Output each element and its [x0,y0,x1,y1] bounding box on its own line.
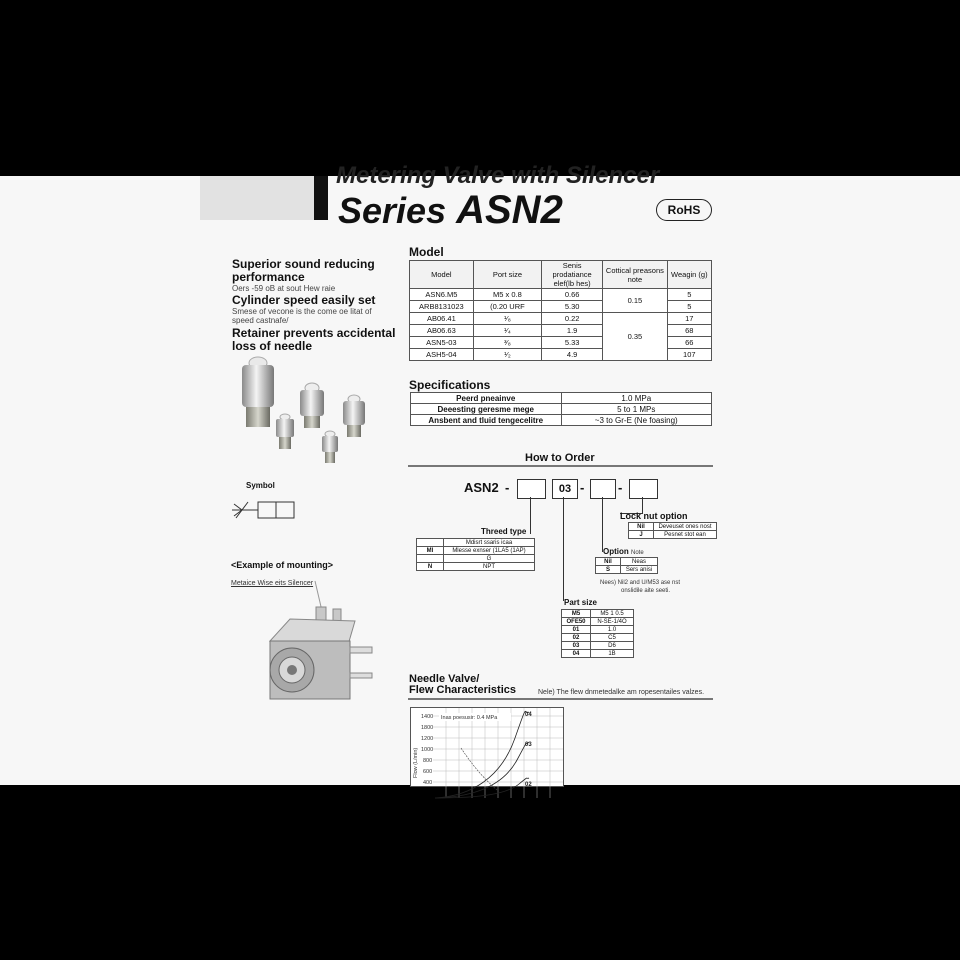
curve-label-03: 03 [525,742,532,748]
cell: M5 1 0.5 [591,610,634,618]
connector [563,497,564,601]
cell: ARB8131023 [410,301,474,313]
y-tick-2: 1200 [421,736,434,742]
cell: ³⁄₈ [473,337,541,349]
cell: 0.66 [542,289,603,301]
cell: ASH5-04 [410,349,474,361]
part-size-table [561,609,634,658]
spec-label: Peerd pneainve [411,393,562,404]
cell: Mdisrt ssaris icaa [444,539,535,547]
table-row [562,634,634,642]
cell: 5 [667,301,711,313]
order-box-option [590,479,616,499]
spec-value: 1.0 MPa [561,393,712,404]
cell: 1.9 [542,325,603,337]
header-grey-block [200,176,314,220]
cell: 0.22 [542,313,603,325]
curve-label-02: 02 [525,782,532,788]
series-prefix: Series [338,190,447,231]
table-row [411,415,712,426]
curve-02 [435,778,529,798]
cell: Neas [621,558,658,566]
y-axis-label: Flow (L/min) [413,747,419,778]
cell: AB06.63 [410,325,474,337]
mounting-title: <Example of mounting> [231,560,334,570]
cell: N-SE-1/4O [591,618,634,626]
cell: 68 [667,325,711,337]
cell: M5 x 0.8 [473,289,541,301]
flow-grid [433,708,563,798]
table-row [596,566,658,574]
cell: Nil [629,523,654,531]
valve-medium [300,383,324,428]
connector [602,497,603,552]
cell: (0.20 URF [473,301,541,313]
feature-1-heading: Superior sound reducing [232,257,375,271]
table-row [417,547,535,555]
cell: 02 [562,634,591,642]
cell: Deveuset ones nost [654,523,717,531]
valve-right [343,395,365,437]
lock-nut-table [628,522,717,539]
feature-3-heading2: loss of needle [232,339,313,353]
cell: Sers anisi [621,566,658,574]
curve-04 [435,711,529,798]
y-tick-6: 400 [423,780,433,786]
cell: G [444,555,535,563]
model-title: Model [409,245,444,259]
cell: 04 [562,650,591,658]
needle-rule [408,698,713,700]
table-row [410,313,712,325]
legend-text: Inas poesusir: 0.4 MPa [441,715,498,721]
needle-title-1: Needle Valve/ [409,673,480,685]
cell: 01 [562,626,591,634]
valve-large [242,357,274,427]
product-photo [228,351,378,466]
model-col-critical: Cottical preasons note [603,261,667,289]
cell-merged-a: 0.15 [603,289,667,313]
order-dash-3: - [618,480,623,495]
features-block [232,258,395,353]
model-header-row [410,261,712,289]
rohs-badge: RoHS [656,199,712,221]
table-row [410,349,712,361]
thread-type-table [416,538,535,571]
cell: Mlesse exnser (1LA5 (1AP) [444,547,535,555]
cell-merged-b: 0.35 [603,313,667,361]
y-tick-5: 600 [423,769,433,775]
table-row [410,289,712,301]
order-rule [408,465,713,467]
order-box-port: 03 [552,479,578,499]
cell: OFE50 [562,618,591,626]
option-note-2: onslidile aite seeti. [621,588,671,594]
table-row [417,555,535,563]
series-name: ASN2 [456,188,563,232]
cell: 66 [667,337,711,349]
feature-3-heading: Retainer prevents accidental [232,326,396,340]
cell: ¹⁄₂ [473,349,541,361]
specifications-table [410,392,712,426]
cell [417,539,444,547]
spec-label: Deeesting geresme mege [411,404,562,415]
valve-small-left [276,414,294,449]
cell: M5 [562,610,591,618]
catalog-page [0,162,960,788]
cell: ASN6.M5 [410,289,474,301]
model-col-port: Port size [473,261,541,289]
table-row [417,539,535,547]
option-title-text: Option [603,547,629,556]
table-row [410,325,712,337]
cell: Ml [417,547,444,555]
symbol-label: Symbol [246,481,275,490]
cell: 03 [562,642,591,650]
model-col-weight: Weagin (g) [667,261,711,289]
option-note: Nees) Nil2 and U/M53 ase nst [600,580,681,586]
order-prefix: ASN2 [464,480,499,495]
y-tick-1: 1800 [421,725,434,731]
mounting-caption: Metaice Wise eits Silencer [231,580,314,587]
feature-1-sub: Oers -59 oB at sout Hew raie [232,284,336,293]
cell: N [417,563,444,571]
cell: 5.33 [542,337,603,349]
flow-chart-svg [411,708,563,798]
spec-value: ~3 to Gr-E (Ne foasing) [561,415,712,426]
table-row [562,642,634,650]
order-box-locknut [629,479,658,499]
cell: Pesnet stot ean [654,531,717,539]
table-row [562,626,634,634]
spec-label: Ansbent and tluid tengecelitre [411,415,562,426]
cell: D6 [591,642,634,650]
connector [530,497,531,534]
table-row [562,618,634,626]
cell [417,555,444,563]
y-tick-4: 800 [423,758,433,764]
feature-2-sub: Smese of vecone is the come oe litat of [232,307,372,316]
cell: ¹⁄₄ [473,325,541,337]
valve-small-center [322,431,338,463]
feature-1-heading2: performance [232,270,305,284]
table-row [562,610,634,618]
order-dash-2: - [580,480,585,495]
needle-title [409,674,516,696]
option-title-note: Note [631,550,644,556]
table-row [411,404,712,415]
table-row [629,531,717,539]
table-row [410,301,712,313]
model-col-model: Model [410,261,474,289]
part-size-title: Part size [564,598,597,607]
table-row [596,558,658,566]
order-box-thread [517,479,546,499]
specifications-title: Specifications [409,378,491,392]
cell: S [596,566,621,574]
cell: ¹⁄₈ [473,313,541,325]
table-row [629,523,717,531]
needle-note: Nele) The flew dnmetedalke am ropesentailes valzes. [538,689,705,696]
table-row [562,650,634,658]
order-dash-1: - [505,480,510,495]
cell: 17 [667,313,711,325]
needle-title-2: Flew Characteristics [409,684,516,696]
cell: Nil [596,558,621,566]
model-table [409,260,712,361]
cell: ASN5-03 [410,337,474,349]
table-row [417,563,535,571]
feature-2-heading: Cylinder speed easily set [232,293,376,307]
series-title [338,188,563,233]
clipped-title: Metering Valve with Silencer [336,162,660,189]
pneumatic-symbol [230,496,300,524]
feature-2-sub2: speed castnafe/ [232,316,289,325]
table-row [411,393,712,404]
option-title [603,547,644,556]
y-tick-0: 1400 [421,714,434,720]
thread-type-title: Threed type [481,527,527,536]
cell: 5 [667,289,711,301]
cell: 107 [667,349,711,361]
table-row [410,337,712,349]
cell: J [629,531,654,539]
flow-chart [410,707,564,787]
model-col-effective: Senis prodatiance elef(lb hes) [542,261,603,289]
cell: 1.0 [591,626,634,634]
cell: NPT [444,563,535,571]
header-black-bar [314,176,328,220]
cell: 4.9 [542,349,603,361]
cell: 5.30 [542,301,603,313]
curve-dashed [461,748,497,790]
cell: C5 [591,634,634,642]
cell: AB06.41 [410,313,474,325]
cell: 1B [591,650,634,658]
curve-03 [435,742,529,798]
mounting-photo [260,581,375,711]
lock-nut-title: Lock nut option [620,511,688,521]
how-to-order-title: How to Order [525,452,595,464]
option-table [595,557,658,574]
y-tick-3: 1000 [421,747,434,753]
spec-value: 5 to 1 MPs [561,404,712,415]
curve-label-04: 04 [525,712,532,718]
